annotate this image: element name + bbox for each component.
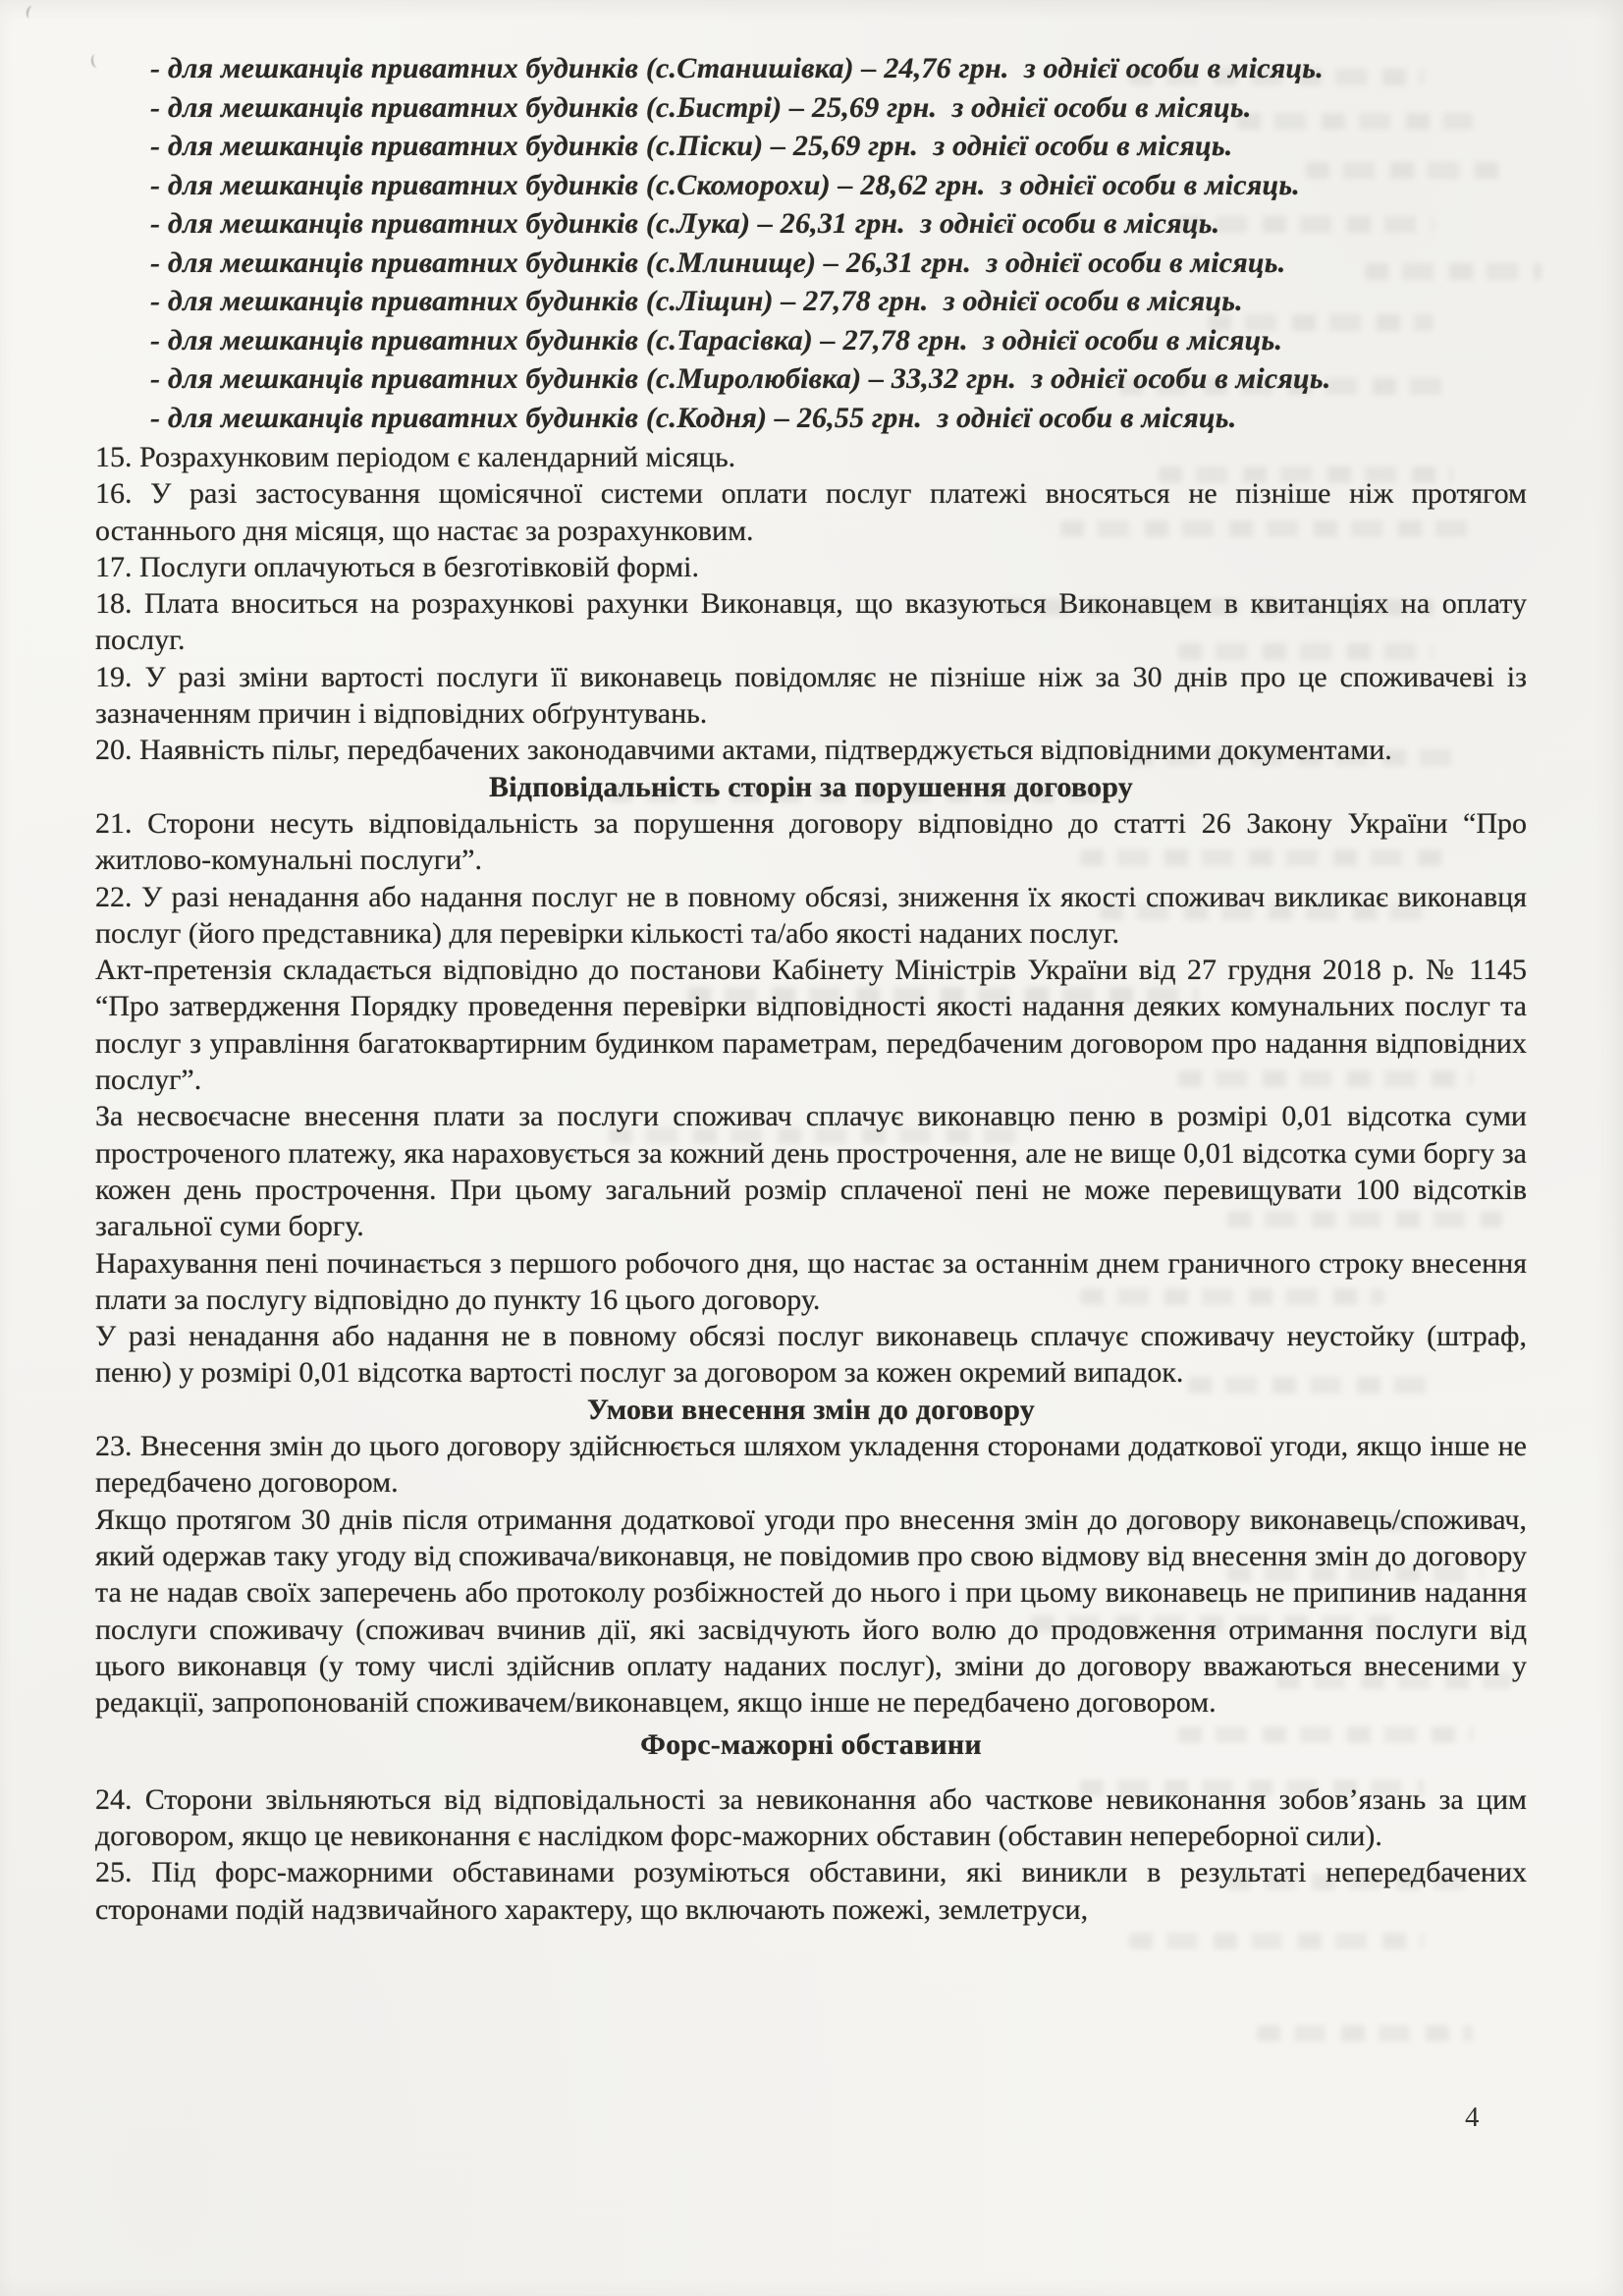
- tariff-line-tarasivka: - для мешканців приватних будинків (с.Тарасівка) – 27,78 грн. з однієї особи в місяць.: [150, 323, 1283, 356]
- tariff-line-stanyshivka: - для мешканців приватних будинків (с.Станишівка) – 24,76 грн. з однієї особи в місяць.: [150, 52, 1324, 84]
- page-number: 4: [1465, 2102, 1480, 2133]
- clause-19: 19. У разі зміни вартості послуги її виконавець повідомляє не пізніше ніж за 30 днів про це споживачеві із зазначенням причин і відповідних обґрунтувань.: [95, 660, 1527, 731]
- clause-21: 21. Сторони несуть відповідальність за порушення договору відповідно до статті 26 Закону України “Про житлово-комунальні послуги”.: [95, 806, 1527, 877]
- section-heading-force-majeure: Форс-мажорні обставини: [640, 1728, 982, 1762]
- tariff-line-bystri: - для мешканців приватних будинків (с.Бистрі) – 25,69 грн. з однієї особи в місяць.: [150, 90, 1252, 124]
- clause-20: 20. Наявність пільг, передбачених законодавчими актами, підтверджується відповідними документами.: [95, 734, 1392, 767]
- clause-17: 17. Послуги оплачуються в безготівковій формі.: [95, 550, 699, 583]
- paragraph-30-days-amendments: Якщо протягом 30 днів після отримання додаткової угоди про внесення змін до договору виконавець/споживач, який одержав таку угоду від споживача/виконавця, не повідомив про свою відмову від внесення змін до договору та не надав своїх заперечень або протоколу розбіжностей до нього і при цьому виконавець не припинив надання послуги споживачу (споживач вчинив дії, які засвідчують його волю до продовження отримання послуги від цього виконавця (у тому числі здійснив оплату наданих послуг), зміни до договору вважаються внесеними у редакції, запропонованій споживачем/виконавцем, якщо інше не передбачено договором.: [95, 1503, 1527, 1720]
- clause-16: 16. У разі застосування щомісячної системи оплати послуг платежі вносяться не пізніше ніж протягом останнього дня місяця, що настає за розрахунковим.: [95, 477, 1527, 547]
- section-heading-changes: Умови внесення змін до договору: [587, 1393, 1035, 1426]
- paragraph-late-payment-penalty: За несвоєчасне внесення плати за послуги споживач сплачує виконавцю пеню в розмірі 0,01 відсотка суми простроченого платежу, яка нараховується за кожний день прострочення, але не вище 0,01 відсотка суми боргу за кожен день прострочення. При цьому загальний розмір сплаченої пені не може перевищувати 100 відсотків загальної суми боргу.: [95, 1100, 1527, 1243]
- clause-18: 18. Плата вноситься на розрахункові рахунки Виконавця, що вказуються Виконавцем в квитанціях на оплату послуг.: [95, 587, 1527, 657]
- clause-25: 25. Під форс-мажорними обставинами розуміються обставини, які виникли в результаті непередбачених сторонами подій надзвичайного характеру, що включають пожежі, землетруси,: [95, 1856, 1527, 1926]
- section-heading-liability: Відповідальність сторін за порушення договору: [489, 770, 1133, 803]
- bleedthrough-artifact: [1257, 2025, 1473, 2042]
- clause-15: 15. Розрахунковим періодом є календарний місяць.: [95, 441, 736, 473]
- clause-22: 22. У разі ненадання або надання послуг не в повному обсязі, зниження їх якості споживач викликає виконавця послуг (його представника) для перевірки кількості та/або якості наданих послуг.: [95, 880, 1527, 950]
- paragraph-penalty-accrual: Нарахування пені починається з першого робочого дня, що настає за останнім днем граничного строку внесення плати за послугу відповідно до пункту 16 цього договору.: [95, 1246, 1527, 1316]
- paragraph-act-pretension: Акт-претензія складається відповідно до постанови Кабінету Міністрів України від 27 грудня 2018 р. № 1145 “Про затвердження Порядку проведення перевірки відповідності якості надання деяких комунальних послуг та послуг з управління багатоквартирним будинком параметрам, передбаченим договором про надання відповідних послуг”.: [95, 954, 1527, 1097]
- contract-page-content: [95, 49, 1527, 1928]
- tariff-list: [95, 49, 1527, 437]
- tariff-line-pisky: - для мешканців приватних будинків (с.Піски) – 25,69 грн. з однієї особи в місяць.: [150, 130, 1233, 162]
- tariff-line-skomorokhy: - для мешканців приватних будинків (с.Скоморохи) – 28,62 грн. з однієї особи в місяць.: [150, 168, 1300, 201]
- tariff-line-luka: - для мешканців приватних будинків (с.Лука) – 26,31 грн. з однієї особи в місяць.: [150, 207, 1220, 240]
- tariff-line-myroliubivka: - для мешканців приватних будинків (с.Миролюбівка) – 33,32 грн. з однієї особи в місяць.: [150, 362, 1331, 395]
- tariff-line-kodnia: - для мешканців приватних будинків (с.Кодня) – 26,55 грн. з однієї особи в місяць.: [150, 401, 1237, 434]
- paragraph-non-provision-penalty: У разі ненадання або надання не в повному обсязі послуг виконавець сплачує споживачу неустойку (штраф, пеню) у розмірі 0,01 відсотка вартості послуг за договором за кожен окремий випадок.: [95, 1320, 1527, 1390]
- clause-23: 23. Внесення змін до цього договору здійснюється шляхом укладення сторонами додаткової угоди, якщо інше не передбачено договором.: [95, 1430, 1527, 1500]
- scan-artifact: [26, 5, 37, 20]
- bleedthrough-artifact: [1129, 1933, 1424, 1949]
- clause-24: 24. Сторони звільняються від відповідальності за невиконання або часткове невиконання зобов’язань за цим договором, якщо це невиконання є наслідком форс-мажорних обставин (обставин непереборної сили).: [95, 1782, 1527, 1852]
- tariff-line-mlynyshche: - для мешканців приватних будинків (с.Млинище) – 26,31 грн. з однієї особи в місяць.: [150, 246, 1286, 279]
- tariff-line-lishchyn: - для мешканців приватних будинків (с.Ліщин) – 27,78 грн. з однієї особи в місяць.: [150, 285, 1243, 317]
